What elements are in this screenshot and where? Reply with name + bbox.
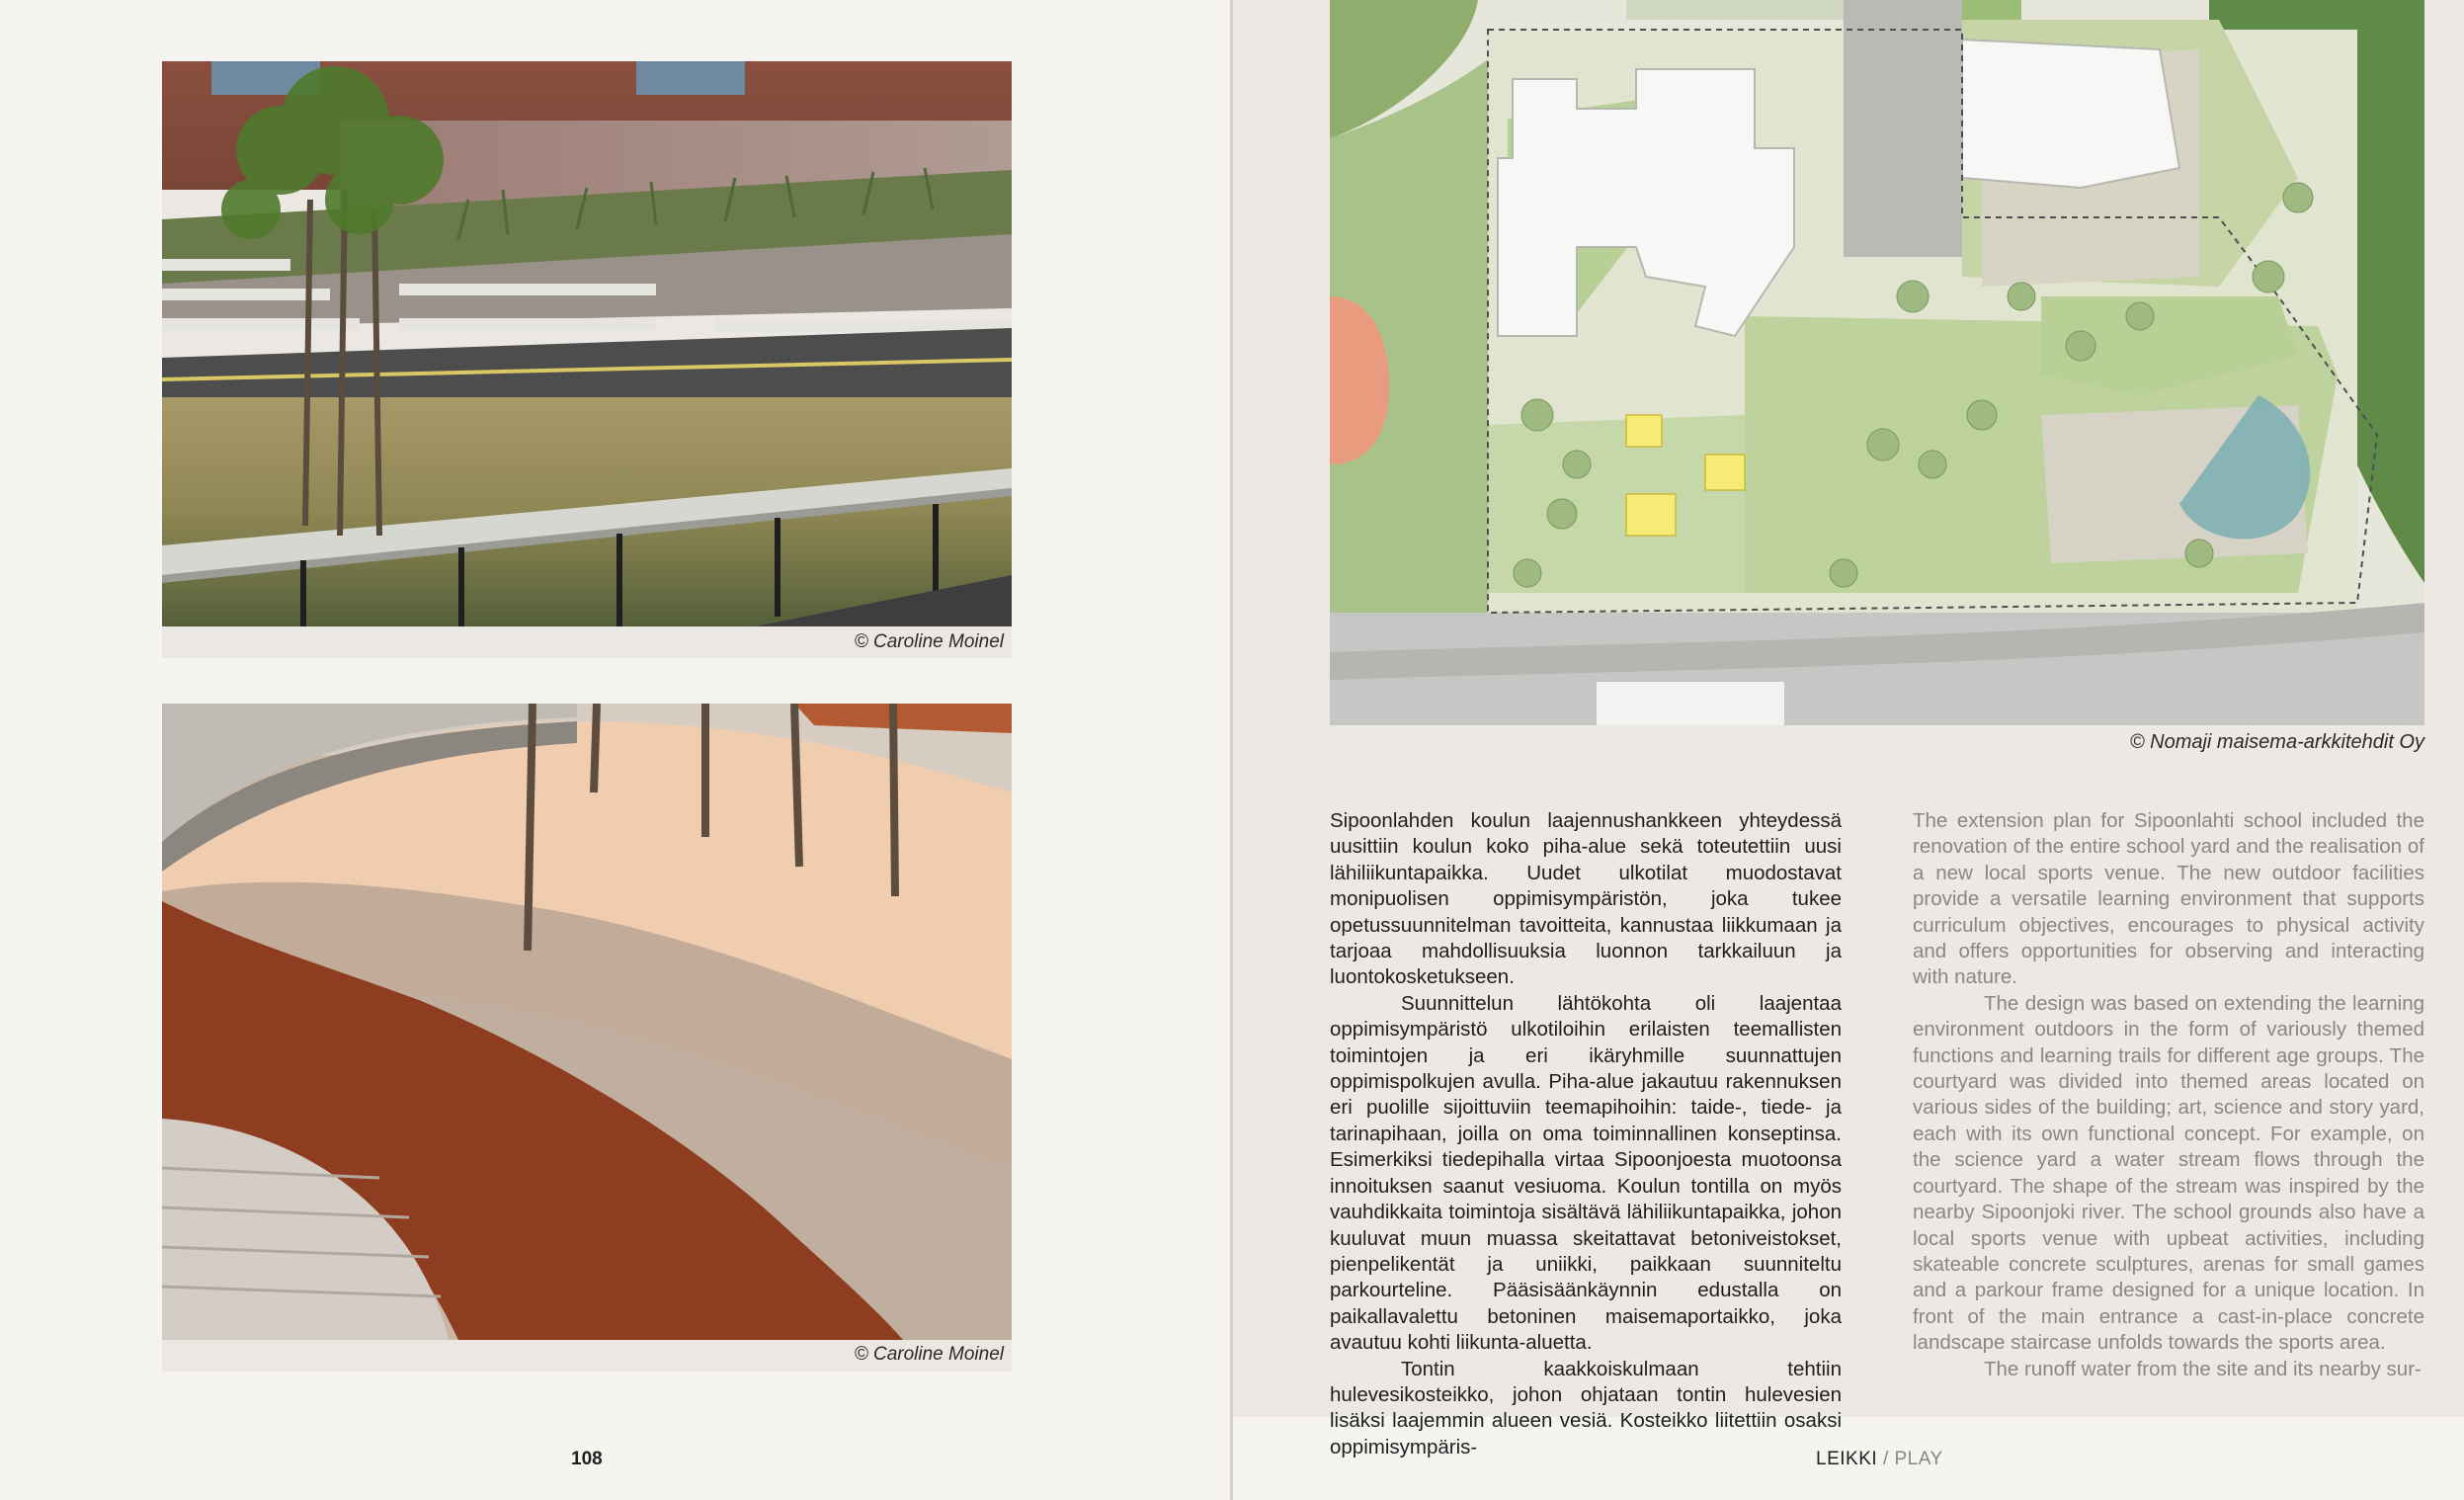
paragraph: The design was based on extending the learning environment outdoors in the form of variously themed functions and learning trails for different age groups. The courtyard was divided into themed areas located on various sides of the building; art, science and story yard, each with its own functional concept. For example, on the science yard a water stream flows through the courtyard. The shape of the stream was inspired by the nearby Sipoonjoki river. The school grounds also have a local sports venue with upbeat activities, including skateable concrete sculptures, arenas for small games and a parkour frame designed for a unique location. In front of the main entrance a cast-in-place concrete landscape staircase unfolds towards the sports area.	[1913, 991, 2424, 1355]
running-head-separator: /	[1882, 1449, 1889, 1469]
running-head-fi: LEIKKI	[1816, 1449, 1878, 1469]
paragraph: The runoff water from the site and its nearby sur-	[1984, 1357, 2422, 1380]
photo-credit: © Caroline Moinel	[854, 631, 1004, 652]
plan-credit: © Nomaji maisema-arkkitehdit Oy	[2129, 731, 2424, 753]
site-plan	[1330, 0, 2424, 725]
terraced-planting-image	[162, 61, 1012, 626]
surface-bands-image	[162, 704, 1012, 1340]
paragraph: Tontin kaakkoiskulmaan tehtiin hulevesikosteikko, johon ohjataan tontin hulevesien lisäksi laajemmin alueen vesiä. Kosteikko liitettiin osaksi oppimisympäris-	[1330, 1357, 1842, 1458]
body-text-english	[1913, 808, 2424, 1382]
body-text-finnish	[1330, 808, 1842, 1460]
site-plan-drawing	[1330, 0, 2424, 725]
photo-surface-bands	[162, 704, 1012, 1340]
photo-top-frame	[162, 61, 1012, 658]
photo-bottom-frame	[162, 704, 1012, 1372]
running-head	[1816, 1449, 1943, 1470]
running-head-en: PLAY	[1894, 1449, 1943, 1469]
paragraph: The extension plan for Sipoonlahti school included the renovation of the entire school yard and the realisation of a new local sports venue. The new outdoor facilities provide a versatile learning environment that supports curriculum objectives, encourages to physical activity and offers opportunities for observing and interacting with nature.	[1913, 809, 2424, 989]
book-gutter	[1230, 0, 1233, 1500]
page-number: 108	[571, 1449, 603, 1469]
paragraph: Suunnittelun lähtökohta oli laajentaa oppimisympäristö ulkotiloihin erilaisten teemallisten toimintojen ja eri ikäryhmille suunnattujen oppimispolkujen avulla. Piha-alue jakautuu rakennuksen eri puolille sijoittuviin teemapihoihin: taide-, tiede- ja tarinapihaan, joilla on oma toiminnallinen konseptinsa. Esimerkiksi tiedepihalla virtaa Sipoonjoesta muotoonsa innoituksen saanut vesiuoma. Koulun tontilla on myös vauhdikkaita toimintoja sisältävä lähiliikuntapaikka, johon kuuluvat muun muassa skeitattavat betoniveistokset, pienpelikentät ja uniikki, paikkaan suunniteltu parkourteline. Pääsisäänkäynnin edustalla on paikallavalettu betoninen maisemaportaikko, joka avautuu kohti liikunta-aluetta.	[1330, 991, 1842, 1355]
photo-credit: © Caroline Moinel	[854, 1344, 1004, 1365]
paragraph: Sipoonlahden koulun laajennushankkeen yhteydessä uusittiin koulun koko piha-alue sekä toteutettiin uusi lähiliikuntapaikka. Uudet ulkotilat muodostavat monipuolisen oppimisympäristön, joka tukee opetussuunnitelman tavoitteita, kannustaa liikkumaan ja tarjoaa mahdollisuuksia luonnon tarkkailuun ja luontokosketukseen.	[1330, 809, 1842, 989]
photo-terraced-planting	[162, 61, 1012, 626]
